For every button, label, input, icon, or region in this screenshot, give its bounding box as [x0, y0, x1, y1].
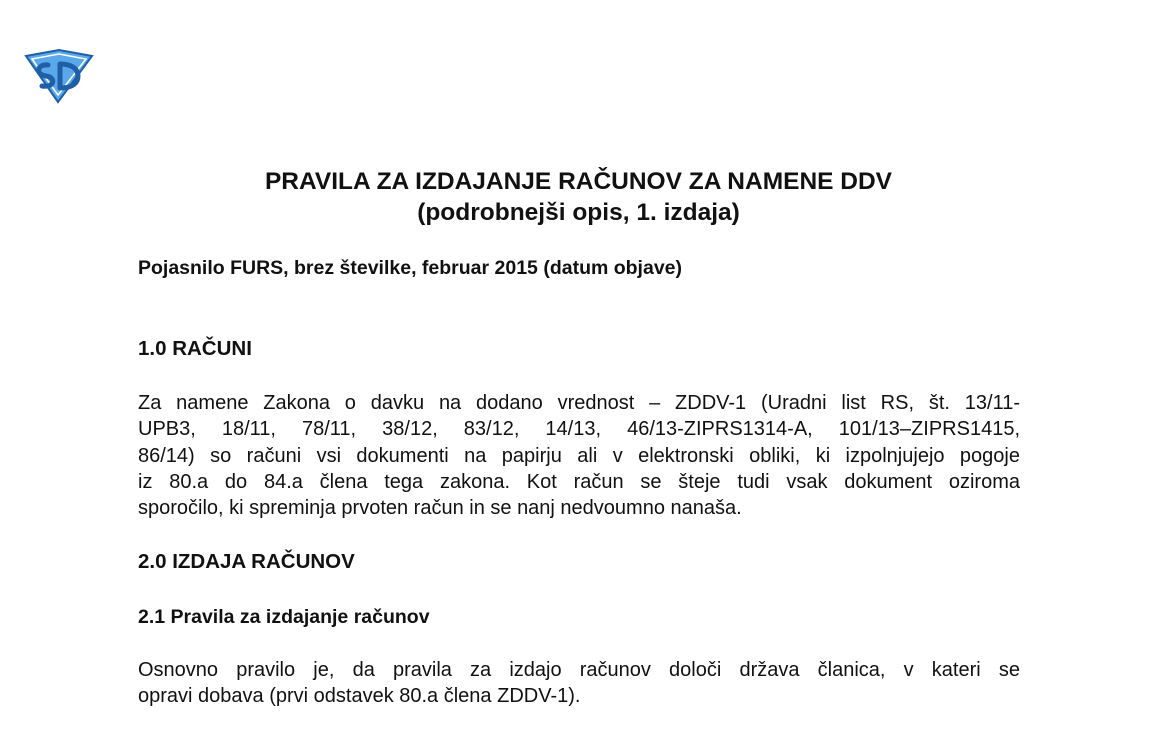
document-edition: (podrobnejši opis, 1. izdaja) — [417, 199, 740, 226]
sd-shield-logo-icon — [22, 48, 96, 104]
section-heading-izdaja-racunov: 2.0 IZDAJA RAČUNOV — [138, 550, 355, 573]
paragraph-line: opravi dobava (prvi odstavek 80.a člena ZDDV-1). — [138, 685, 581, 708]
document-title: PRAVILA ZA IZDAJANJE RAČUNOV ZA NAMENE DDV — [264, 168, 893, 195]
section-heading-racuni: 1.0 RAČUNI — [138, 337, 252, 360]
section-paragraph-pravila — [138, 657, 1020, 710]
section-paragraph-racuni — [138, 390, 1020, 521]
paragraph-line: iz 80.a do 84.a člena tega zakona. Kot račun se šteje tudi vsak dokument oziroma — [138, 470, 1020, 493]
document-subtitle: Pojasnilo FURS, brez številke, februar 2015 (datum objave) — [138, 257, 683, 279]
paragraph-line: UPB3, 18/11, 78/11, 38/12, 83/12, 14/13, 46/13-ZIPRS1314-A, 101/13–ZIPRS1415, — [138, 418, 1020, 441]
paragraph-line: Za namene Zakona o davku na dodano vrednost – ZDDV-1 (Uradni list RS, št. 13/11- — [138, 392, 1020, 414]
paragraph-line: sporočilo, ki spreminja prvoten račun in se nanj nedvoumno nanaša. — [138, 497, 742, 520]
subsection-heading-pravila: 2.1 Pravila za izdajanje računov — [138, 606, 430, 628]
paragraph-line: Osnovno pravilo je, da pravila za izdajo računov določi država članica, v kateri se — [138, 659, 1020, 681]
paragraph-line: 86/14) so računi vsi dokumenti na papirju ali v elektronski obliki, ki izpolnjujejo pogoje — [138, 444, 1020, 467]
